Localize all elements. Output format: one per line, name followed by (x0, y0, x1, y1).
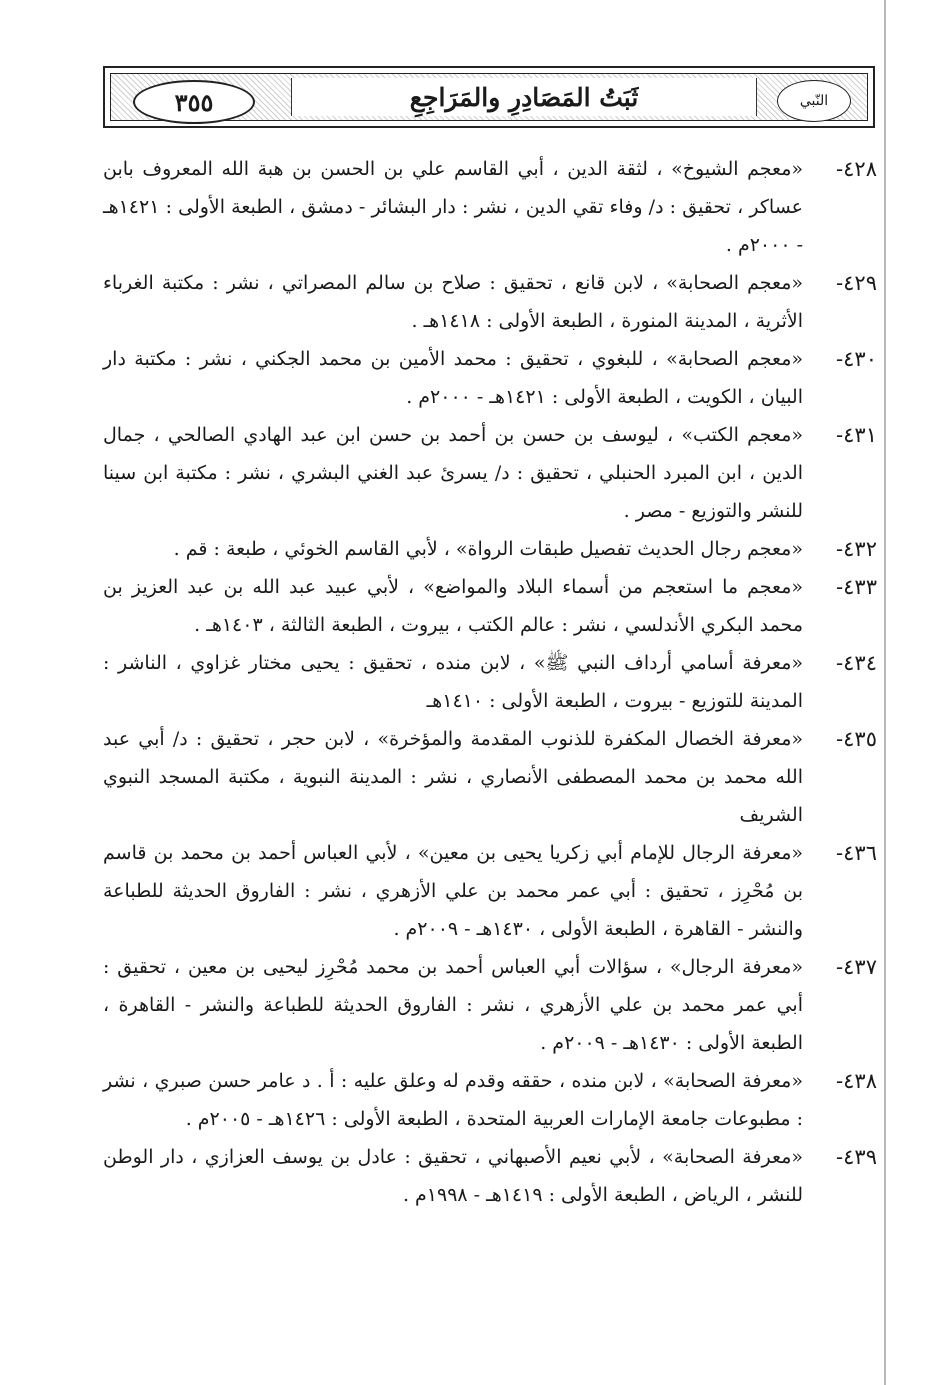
entry-text: «معجم الكتب» ، ليوسف بن حسن بن أحمد بن حسن ابن عبد الهادي الصالحي ، جمال الدين ، ابن المبرد الحنبلي ، تحقيق : د/ يسرئ عبد الغني البشري ، نشر : مكتبة ابن سينا للنشر والتوزيع - مصر . (103, 424, 803, 522)
entry-number: ٤٣٣- (836, 575, 877, 599)
page-number: ٣٥٥ (133, 80, 255, 124)
entry-text: «معرفة الخصال المكفرة للذنوب المقدمة والمؤخرة» ، لابن حجر ، تحقيق : د/ أبي عبد الله محمد بن محمد المصطفى الأنصاري ، نشر : المدينة النبوية ، مكتبة المسجد النبوي الشريف (103, 728, 803, 826)
bibliography-entry (103, 264, 877, 340)
entry-number: ٤٣٥- (836, 727, 877, 751)
entry-text: «معجم رجال الحديث تفصيل طبقات الرواة» ، لأبي القاسم الخوئي ، طبعة : قم . (173, 538, 803, 560)
entry-text: «معرفة أسامي أرداف النبي ﷺ» ، لابن منده ، تحقيق : يحيى مختار غزاوي ، الناشر : المدينة للتوزيع - بيروت ، الطبعة الأولى : ١٤١٠هـ (103, 652, 803, 712)
entry-number: ٤٣٠- (836, 347, 877, 371)
entry-text: «معرفة الصحابة» ، لأبي نعيم الأصبهاني ، تحقيق : عادل بن يوسف العزازي ، دار الوطن للنشر ، الرياض ، الطبعة الأولى : ١٤١٩هـ - ١٩٩٨م . (103, 1146, 803, 1206)
entry-number: ٤٣٨- (836, 1069, 877, 1093)
bibliography-entry (103, 1062, 877, 1138)
entry-text: «معجم الصحابة» ، لابن قانع ، تحقيق : صلاح بن سالم المصراتي ، نشر : مكتبة الغرباء الأثرية ، المدينة المنورة ، الطبعة الأولى : ١٤١٨هـ . (103, 272, 803, 332)
entry-number: ٤٣٤- (836, 651, 877, 675)
bibliography-entry (103, 948, 877, 1062)
bibliography-entry (103, 834, 877, 948)
entry-number: ٤٣٩- (836, 1145, 877, 1169)
entry-text: «معجم الصحابة» ، للبغوي ، تحقيق : محمد الأمين بن محمد الجكني ، نشر : مكتبة دار البيان ، الكويت ، الطبعة الأولى : ١٤٢١هـ - ٢٠٠٠م . (103, 348, 803, 408)
header-ornament-band (110, 73, 868, 121)
bibliography-entry (103, 568, 877, 644)
entry-number: ٤٢٨- (836, 157, 877, 181)
bibliography-list (103, 150, 877, 1214)
entry-number: ٤٢٩- (836, 271, 877, 295)
entry-number: ٤٣٦- (836, 841, 877, 865)
entry-number: ٤٣٢- (836, 537, 877, 561)
page-edge-rule (884, 0, 886, 1385)
entry-number: ٤٣٧- (836, 955, 877, 979)
bibliography-entry (103, 1138, 877, 1214)
entry-number: ٤٣١- (836, 423, 877, 447)
bibliography-entry (103, 150, 877, 264)
entry-text: «معرفة الرجال للإمام أبي زكريا يحيى بن معين» ، لأبي العباس أحمد بن محمد بن قاسم بن مُحْرِز ، تحقيق : أبي عمر محمد بن علي الأزهري ، نشر : الفاروق الحديثة للطباعة والنشر - القاهرة ، الطبعة الأولى ، ١٤٣٠هـ - ٢٠٠٩م . (103, 842, 803, 940)
bibliography-entry (103, 340, 877, 416)
page-title: ثَبَتُ المَصَادِرِ والمَرَاجِعِ (291, 78, 757, 116)
bibliography-entry (103, 530, 877, 568)
bibliography-entry (103, 644, 877, 720)
bibliography-entry (103, 416, 877, 530)
entry-text: «معرفة الصحابة» ، لابن منده ، حققه وقدم له وعلق عليه : أ . د عامر حسن صبري ، نشر : مطبوعات جامعة الإمارات العربية المتحدة ، الطبعة الأولى : ١٤٢٦هـ - ٢٠٠٥م . (103, 1070, 803, 1130)
page-header-frame (103, 66, 875, 128)
entry-text: «معرفة الرجال» ، سؤالات أبي العباس أحمد بن محمد مُحْرِز ليحيى بن معين ، تحقيق : أبي عمر محمد بن علي الأزهري ، نشر : الفاروق الحديثة للطباعة والنشر - القاهرة ، الطبعة الأولى : ١٤٣٠هـ - ٢٠٠٩م . (103, 956, 803, 1054)
entry-text: «معجم الشيوخ» ، لثقة الدين ، أبي القاسم علي بن الحسن بن هبة الله المعروف بابن عساكر ، تحقيق : د/ وفاء تقي الدين ، نشر : دار البشائر - دمشق ، الطبعة الأولى : ١٤٢١هـ - ٢٠٠٠م . (103, 158, 803, 256)
bibliography-entry (103, 720, 877, 834)
entry-text: «معجم ما استعجم من أسماء البلاد والمواضع» ، لأبي عبيد عبد الله بن عبد العزيز بن محمد البكري الأندلسي ، نشر : عالم الكتب ، بيروت ، الطبعة الثالثة ، ١٤٠٣هـ . (103, 576, 803, 636)
header-emblem: النّبي (777, 80, 851, 122)
